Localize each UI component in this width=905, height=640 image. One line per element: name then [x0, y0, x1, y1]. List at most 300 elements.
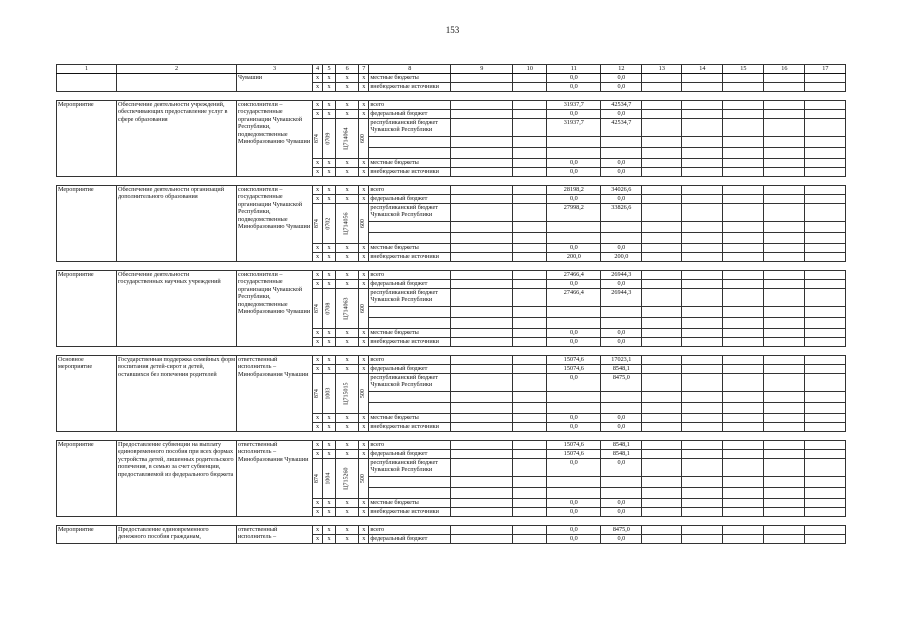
empty-cell	[451, 507, 513, 516]
value-cell: 28198,2	[547, 185, 601, 194]
empty-cell	[723, 73, 764, 82]
empty-cell	[513, 391, 547, 402]
empty-cell	[642, 194, 682, 203]
empty-cell	[513, 100, 547, 109]
empty-cell	[547, 147, 601, 158]
empty-cell	[642, 203, 682, 221]
empty-cell	[601, 402, 642, 413]
value-cell: 15074,6	[547, 355, 601, 364]
empty-cell	[723, 364, 764, 373]
source-label: местные бюджеты	[369, 73, 451, 82]
empty-cell	[805, 118, 846, 136]
empty-cell	[642, 402, 682, 413]
budget-code-cell	[336, 288, 359, 328]
budget-code-text: 600	[360, 219, 367, 229]
budget-code-cell	[313, 118, 323, 158]
empty-cell	[805, 73, 846, 82]
source-label: внебюджетные источники	[369, 252, 451, 261]
x-mark: x	[336, 422, 359, 431]
empty-cell	[451, 203, 513, 221]
empty-cell	[117, 73, 237, 91]
budget-code-cell	[359, 118, 369, 158]
budget-code-cell	[313, 458, 323, 498]
source-label: республиканский бюджет Чувашской Республики	[369, 288, 451, 306]
empty-cell	[601, 391, 642, 402]
source-label: внебюджетные источники	[369, 422, 451, 431]
empty-cell	[513, 422, 547, 431]
empty-cell	[642, 221, 682, 232]
value-cell: 15074,6	[547, 364, 601, 373]
empty-cell	[513, 373, 547, 391]
x-mark: x	[323, 158, 336, 167]
empty-cell	[601, 147, 642, 158]
empty-cell	[764, 525, 805, 534]
empty-cell	[764, 402, 805, 413]
column-number: 11	[547, 65, 601, 74]
empty-cell	[682, 337, 723, 346]
empty-cell	[601, 487, 642, 498]
value-cell: 0,0	[601, 279, 642, 288]
empty-cell	[451, 73, 513, 82]
empty-cell	[682, 476, 723, 487]
x-mark: x	[313, 100, 323, 109]
empty-cell	[513, 525, 547, 534]
empty-cell	[451, 402, 513, 413]
spacer-row	[57, 91, 846, 100]
x-mark: x	[313, 498, 323, 507]
column-number: 9	[451, 65, 513, 74]
x-mark: x	[336, 82, 359, 91]
empty-cell	[805, 167, 846, 176]
budget-code-text: 500	[360, 474, 367, 484]
x-mark: x	[336, 109, 359, 118]
value-cell: 0,0	[601, 82, 642, 91]
empty-cell	[547, 317, 601, 328]
x-mark: x	[359, 355, 369, 364]
value-cell: 15074,6	[547, 440, 601, 449]
source-label: республиканский бюджет Чувашской Республики	[369, 458, 451, 476]
empty-cell	[642, 270, 682, 279]
empty-cell	[642, 458, 682, 476]
x-mark: x	[359, 185, 369, 194]
empty-cell	[642, 337, 682, 346]
empty-cell	[682, 185, 723, 194]
empty-cell	[451, 158, 513, 167]
budget-table	[56, 64, 846, 544]
source-label: местные бюджеты	[369, 413, 451, 422]
empty-cell	[805, 355, 846, 364]
empty-cell	[513, 498, 547, 507]
x-mark: x	[313, 82, 323, 91]
x-mark: x	[323, 82, 336, 91]
source-label: всего	[369, 440, 451, 449]
budget-code-cell	[323, 458, 336, 498]
empty-cell	[369, 487, 451, 498]
empty-cell	[805, 317, 846, 328]
x-mark: x	[359, 270, 369, 279]
column-number: 1	[57, 65, 117, 74]
empty-cell	[451, 440, 513, 449]
empty-cell	[682, 402, 723, 413]
empty-cell	[682, 270, 723, 279]
value-cell: 0,0	[547, 328, 601, 337]
empty-cell	[682, 109, 723, 118]
x-mark: x	[323, 270, 336, 279]
empty-cell	[451, 413, 513, 422]
empty-cell	[451, 391, 513, 402]
empty-cell	[682, 498, 723, 507]
x-mark: x	[323, 449, 336, 458]
x-mark: x	[323, 185, 336, 194]
value-cell: 0,0	[547, 279, 601, 288]
empty-cell	[601, 476, 642, 487]
x-mark: x	[323, 525, 336, 534]
empty-cell	[805, 288, 846, 306]
x-mark: x	[313, 270, 323, 279]
x-mark: x	[336, 243, 359, 252]
empty-cell	[642, 158, 682, 167]
source-label: всего	[369, 100, 451, 109]
empty-cell	[642, 498, 682, 507]
value-cell: 0,0	[601, 458, 642, 476]
column-number: 12	[601, 65, 642, 74]
empty-cell	[601, 317, 642, 328]
empty-cell	[451, 252, 513, 261]
empty-cell	[642, 534, 682, 543]
empty-cell	[642, 73, 682, 82]
executor-cell: соисполнители – государственные организации Чувашской Республики, подведомственные Минобразованию Чувашии	[237, 100, 313, 176]
source-label: местные бюджеты	[369, 328, 451, 337]
x-mark: x	[359, 440, 369, 449]
value-cell: 0,0	[547, 158, 601, 167]
empty-cell	[682, 158, 723, 167]
empty-cell	[451, 232, 513, 243]
value-cell: 0,0	[601, 507, 642, 516]
budget-code-text: 0709	[325, 132, 332, 145]
empty-cell	[642, 507, 682, 516]
empty-cell	[764, 100, 805, 109]
empty-cell	[451, 288, 513, 306]
x-mark: x	[336, 185, 359, 194]
empty-cell	[805, 82, 846, 91]
x-mark: x	[323, 413, 336, 422]
empty-cell	[642, 147, 682, 158]
empty-cell	[513, 185, 547, 194]
empty-cell	[642, 252, 682, 261]
x-mark: x	[313, 364, 323, 373]
empty-cell	[764, 118, 805, 136]
x-mark: x	[313, 449, 323, 458]
value-cell: 0,0	[547, 507, 601, 516]
empty-cell	[805, 136, 846, 147]
source-label: местные бюджеты	[369, 158, 451, 167]
empty-cell	[764, 328, 805, 337]
event-type-cell: Мероприятие	[57, 185, 117, 261]
empty-cell	[764, 306, 805, 317]
empty-cell	[805, 487, 846, 498]
x-mark: x	[359, 525, 369, 534]
empty-cell	[764, 364, 805, 373]
empty-cell	[513, 458, 547, 476]
x-mark: x	[323, 364, 336, 373]
value-cell: 26944,3	[601, 270, 642, 279]
empty-cell	[642, 328, 682, 337]
source-label: федеральный бюджет	[369, 449, 451, 458]
empty-cell	[723, 136, 764, 147]
value-cell: 0,0	[547, 498, 601, 507]
empty-cell	[723, 355, 764, 364]
budget-code-text: Ц714063	[343, 297, 350, 320]
source-label: республиканский бюджет Чувашской Республики	[369, 118, 451, 136]
empty-cell	[805, 158, 846, 167]
source-label: федеральный бюджет	[369, 364, 451, 373]
empty-cell	[513, 440, 547, 449]
empty-cell	[547, 221, 601, 232]
x-mark: x	[336, 279, 359, 288]
event-name-cell: Обеспечение деятельности учреждений, обеспечивающих предоставление услуг в сфере образования	[117, 100, 237, 176]
empty-cell	[451, 118, 513, 136]
source-label: внебюджетные источники	[369, 167, 451, 176]
value-cell: 26944,3	[601, 288, 642, 306]
x-mark: x	[336, 364, 359, 373]
empty-cell	[682, 194, 723, 203]
x-mark: x	[323, 109, 336, 118]
budget-code-cell	[336, 458, 359, 498]
empty-cell	[513, 507, 547, 516]
x-mark: x	[359, 507, 369, 516]
empty-cell	[451, 100, 513, 109]
x-mark: x	[359, 73, 369, 82]
empty-cell	[764, 82, 805, 91]
budget-code-cell	[323, 373, 336, 413]
empty-cell	[451, 167, 513, 176]
empty-cell	[805, 252, 846, 261]
x-mark: x	[359, 328, 369, 337]
empty-cell	[723, 147, 764, 158]
x-mark: x	[313, 158, 323, 167]
empty-cell	[451, 317, 513, 328]
budget-code-text: 0708	[325, 302, 332, 315]
empty-cell	[805, 498, 846, 507]
x-mark: x	[359, 82, 369, 91]
x-mark: x	[336, 525, 359, 534]
x-mark: x	[313, 243, 323, 252]
x-mark: x	[323, 422, 336, 431]
empty-cell	[547, 476, 601, 487]
empty-cell	[805, 373, 846, 391]
x-mark: x	[313, 422, 323, 431]
empty-cell	[805, 525, 846, 534]
budget-code-cell	[359, 203, 369, 243]
empty-cell	[764, 147, 805, 158]
x-mark: x	[323, 243, 336, 252]
value-cell: 0,0	[547, 525, 601, 534]
empty-cell	[764, 440, 805, 449]
x-mark: x	[359, 413, 369, 422]
budget-code-cell	[313, 288, 323, 328]
budget-code-text: 874	[313, 219, 320, 229]
x-mark: x	[323, 355, 336, 364]
x-mark: x	[313, 109, 323, 118]
value-cell: 27998,2	[547, 203, 601, 221]
empty-cell	[642, 82, 682, 91]
column-number: 10	[513, 65, 547, 74]
event-name-cell: Обеспечение деятельности организаций дополнительного образования	[117, 185, 237, 261]
budget-code-text: Ц715015	[343, 382, 350, 405]
x-mark: x	[323, 498, 336, 507]
empty-cell	[642, 100, 682, 109]
x-mark: x	[336, 328, 359, 337]
empty-cell	[513, 252, 547, 261]
empty-cell	[451, 270, 513, 279]
empty-cell	[642, 449, 682, 458]
x-mark: x	[359, 100, 369, 109]
table-row	[57, 440, 846, 449]
empty-cell	[723, 328, 764, 337]
spacer	[57, 176, 846, 185]
source-label: федеральный бюджет	[369, 534, 451, 543]
empty-cell	[682, 288, 723, 306]
event-type-cell: Мероприятие	[57, 100, 117, 176]
value-cell: 0,0	[601, 337, 642, 346]
empty-cell	[805, 232, 846, 243]
value-cell: 0,0	[547, 337, 601, 346]
budget-code-text: 1003	[325, 387, 332, 400]
empty-cell	[764, 391, 805, 402]
empty-cell	[805, 194, 846, 203]
empty-cell	[642, 136, 682, 147]
event-name-cell: Государственная поддержка семейных форм воспитания детей-сирот и детей, оставшихся без попечения родителей	[117, 355, 237, 431]
empty-cell	[805, 147, 846, 158]
x-mark: x	[313, 440, 323, 449]
empty-cell	[682, 203, 723, 221]
empty-cell	[369, 402, 451, 413]
empty-cell	[642, 422, 682, 431]
value-cell: 8548,1	[601, 449, 642, 458]
empty-cell	[723, 232, 764, 243]
header-row	[57, 65, 846, 74]
empty-cell	[682, 373, 723, 391]
empty-cell	[805, 221, 846, 232]
column-number: 13	[642, 65, 682, 74]
spacer-row	[57, 346, 846, 355]
empty-cell	[723, 373, 764, 391]
empty-cell	[513, 402, 547, 413]
x-mark: x	[336, 158, 359, 167]
empty-cell	[642, 185, 682, 194]
value-cell: 0,0	[547, 373, 601, 391]
empty-cell	[723, 422, 764, 431]
x-mark: x	[359, 364, 369, 373]
empty-cell	[369, 232, 451, 243]
empty-cell	[682, 73, 723, 82]
empty-cell	[682, 232, 723, 243]
empty-cell	[369, 391, 451, 402]
empty-cell	[642, 525, 682, 534]
x-mark: x	[323, 194, 336, 203]
value-cell: 0,0	[547, 167, 601, 176]
empty-cell	[805, 391, 846, 402]
value-cell: 8475,0	[601, 525, 642, 534]
column-number: 17	[805, 65, 846, 74]
source-label: всего	[369, 355, 451, 364]
empty-cell	[764, 232, 805, 243]
column-number: 3	[237, 65, 313, 74]
empty-cell	[451, 373, 513, 391]
empty-cell	[547, 306, 601, 317]
budget-code-text: 600	[360, 134, 367, 144]
table-row	[57, 100, 846, 109]
empty-cell	[547, 232, 601, 243]
empty-cell	[682, 306, 723, 317]
value-cell: 0,0	[547, 73, 601, 82]
value-cell: 0,0	[547, 243, 601, 252]
value-cell: 8475,0	[601, 373, 642, 391]
budget-code-text: 874	[313, 304, 320, 314]
empty-cell	[642, 364, 682, 373]
event-type-cell: Мероприятие	[57, 440, 117, 516]
x-mark: x	[359, 243, 369, 252]
column-number: 15	[723, 65, 764, 74]
empty-cell	[723, 487, 764, 498]
empty-cell	[764, 136, 805, 147]
budget-code-text: 874	[313, 474, 320, 484]
empty-cell	[723, 203, 764, 221]
empty-cell	[764, 507, 805, 516]
empty-cell	[723, 440, 764, 449]
x-mark: x	[359, 109, 369, 118]
empty-cell	[451, 279, 513, 288]
budget-code-text: 1004	[325, 472, 332, 485]
empty-cell	[723, 279, 764, 288]
column-number: 4	[313, 65, 323, 74]
empty-cell	[723, 317, 764, 328]
empty-cell	[451, 136, 513, 147]
empty-cell	[764, 458, 805, 476]
empty-cell	[723, 109, 764, 118]
executor-cell: ответственный исполнитель – Минобразования Чувашии	[237, 355, 313, 431]
empty-cell	[451, 458, 513, 476]
x-mark: x	[336, 449, 359, 458]
column-number: 8	[369, 65, 451, 74]
empty-cell	[513, 355, 547, 364]
empty-cell	[764, 279, 805, 288]
source-label: местные бюджеты	[369, 498, 451, 507]
x-mark: x	[323, 167, 336, 176]
empty-cell	[723, 167, 764, 176]
empty-cell	[682, 317, 723, 328]
empty-cell	[682, 147, 723, 158]
event-name-cell: Предоставление единовременного денежного пособия гражданам,	[117, 525, 237, 543]
table-row	[57, 73, 846, 82]
value-cell: 15074,6	[547, 449, 601, 458]
empty-cell	[513, 73, 547, 82]
value-cell: 0,0	[547, 422, 601, 431]
empty-cell	[805, 402, 846, 413]
empty-cell	[723, 402, 764, 413]
empty-cell	[513, 317, 547, 328]
empty-cell	[642, 487, 682, 498]
x-mark: x	[313, 194, 323, 203]
budget-code-text: 500	[360, 389, 367, 399]
empty-cell	[513, 203, 547, 221]
source-label: республиканский бюджет Чувашской Республики	[369, 373, 451, 391]
empty-cell	[764, 158, 805, 167]
value-cell: 34026,6	[601, 185, 642, 194]
empty-cell	[764, 185, 805, 194]
empty-cell	[764, 194, 805, 203]
executor-cell: ответственный исполнитель –	[237, 525, 313, 543]
